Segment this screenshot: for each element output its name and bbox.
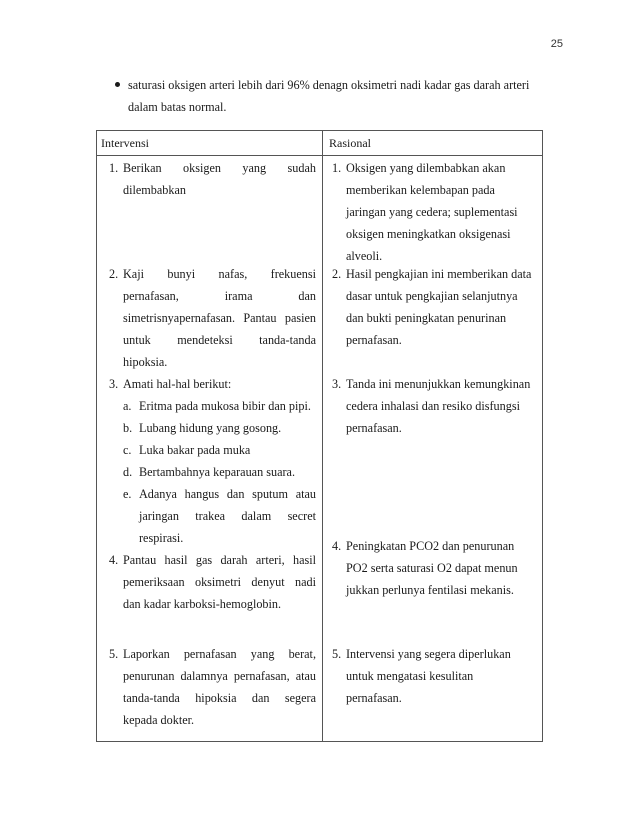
item-line: Intervensi yang segera diperlukan [346, 647, 511, 661]
item-number: 2. [332, 267, 342, 281]
item-number: 3. [332, 377, 342, 391]
item-line: Kaji bunyi nafas, frekuensi [123, 267, 316, 281]
intervensi-item-1 [97, 157, 322, 201]
item-line: Tanda ini menunjukkan kemungkinan [346, 377, 531, 391]
item-number: 1. [109, 161, 119, 175]
intervensi-item-2 [97, 263, 322, 373]
header-rasional: Rasional [329, 136, 371, 150]
subitem-e: e. Adanya hangus dan sputum atau jaringan trakea dalam secret respirasi. [123, 487, 316, 545]
item-line: jaringan yang cedera; suplementasi [346, 205, 518, 219]
item-line: hipoksia. [123, 355, 168, 369]
header-intervensi: Intervensi [101, 136, 149, 150]
intervensi-item-3 [97, 373, 322, 549]
intro-bullet-line: dalam batas normal. [128, 100, 227, 114]
item-line: alveoli. [346, 249, 383, 263]
item-line: cedera inhalasi dan resiko disfungsi [346, 399, 520, 413]
intro-bullet [128, 74, 568, 118]
page-number: 25 [550, 38, 563, 50]
item-line: PO2 serta saturasi O2 dapat menun [346, 561, 518, 575]
item-line: penurunan dalamnya pernafasan, atau [123, 669, 316, 683]
item-line: oksigen meningkatkan oksigenasi [346, 227, 511, 241]
rasional-item-5 [323, 643, 544, 709]
item-number: 4. [109, 553, 119, 567]
item-line: pernafasan. [346, 333, 402, 347]
item-line: pernafasan. [346, 691, 402, 705]
item-line: tanda-tanda hipoksia dan segera [123, 691, 316, 705]
item-line: dan kadar karboksi-hemoglobin. [123, 597, 282, 611]
item-number: 1. [332, 161, 342, 175]
item-line: memberikan kelembapan pada [346, 183, 495, 197]
item-line: kepada dokter. [123, 713, 195, 727]
item-line: pernafasan, irama dan [123, 289, 316, 303]
item-line: Peningkatan PCO2 dan penurunan [346, 539, 515, 553]
rasional-item-2 [323, 263, 544, 351]
item-line: Hasil pengkajian ini memberikan data [346, 267, 532, 281]
item-number: 3. [109, 377, 119, 391]
intervensi-item-4 [97, 549, 322, 615]
item-line: simetrisnyapernafasan. Pantau pasien [123, 311, 316, 325]
subitem-d: d. Bertambahnya keparauan suara. [123, 465, 295, 479]
intervention-table [96, 130, 543, 742]
bullet-icon [115, 82, 120, 87]
subitem-a: a. Eritma pada mukosa bibir dan pipi. [123, 399, 311, 413]
item-line: dilembabkan [123, 183, 186, 197]
subitem-c: c. Luka bakar pada muka [123, 443, 251, 457]
rasional-item-4 [323, 535, 544, 601]
item-line: dasar untuk pengkajian selanjutnya [346, 289, 518, 303]
rasional-item-3 [323, 373, 544, 439]
item-number: 5. [332, 647, 342, 661]
item-line: untuk mendeteksi tanda-tanda [123, 333, 316, 347]
subitem-b: b. Lubang hidung yang gosong. [123, 421, 282, 435]
header-divider [97, 155, 542, 156]
item-line: Pantau hasil gas darah arteri, hasil [123, 553, 316, 567]
item-line: Oksigen yang dilembabkan akan [346, 161, 506, 175]
item-line: Laporkan pernafasan yang berat, [123, 647, 316, 661]
item-number: 2. [109, 267, 119, 281]
intro-bullet-line: saturasi oksigen arteri lebih dari 96% denagn oksimetri nadi kadar gas darah arteri [128, 78, 530, 92]
item-number: 5. [109, 647, 119, 661]
item-line: Amati hal-hal berikut: [123, 377, 232, 391]
item-line: untuk mengatasi kesulitan [346, 669, 474, 683]
item-line: jukkan perlunya fentilasi mekanis. [346, 583, 514, 597]
item-line: pemeriksaan oksimetri denyut nadi [123, 575, 316, 589]
item-line: dan bukti peningkatan penurinan [346, 311, 507, 325]
rasional-item-1 [323, 157, 544, 267]
item-line: pernafasan. [346, 421, 402, 435]
item-number: 4. [332, 539, 342, 553]
item-line: Berikan oksigen yang sudah [123, 161, 316, 175]
intervensi-item-5 [97, 643, 322, 731]
